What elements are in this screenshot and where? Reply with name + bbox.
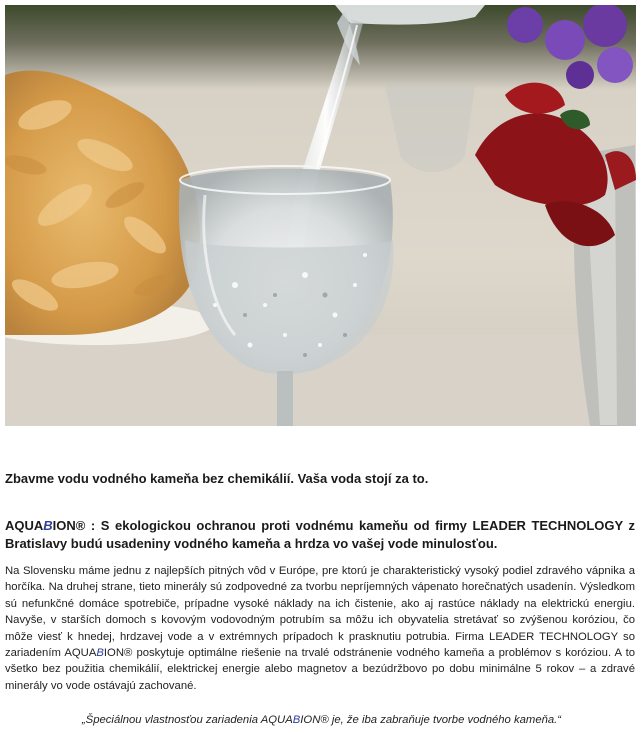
hero-photo [5, 5, 636, 426]
brand-name-suffix: ION® [52, 518, 86, 533]
water-glass-photo-icon [5, 5, 636, 426]
brand-name-b: B [96, 647, 104, 660]
body-paragraph [5, 563, 635, 694]
body-text-part2: poskytuje optimálne riešenie na trvalé odstránenie vodného kameňa a problémov s koróziou. A to všetko bez použitia chemikálií, elektrickej energie alebo magnetov a bezúdržbovo po dobu minimálne 5 rokov – a zdravé minerály vo vode ostávajú zachované. [5, 647, 635, 692]
brand-name-b: B [292, 714, 301, 726]
tagline: Zbavme vodu vodného kameňa bez chemikálií. Vaša voda stojí za to. [5, 471, 429, 486]
brand-name-prefix: AQUA [5, 518, 44, 533]
headline-text: : S ekologickou ochranou proti vodnému kameňu od firmy LEADER TECHNOLOGY z Bratislavy budú usadeniny vodného kameňa a hrdza vo vašej vode minulosťou. [5, 518, 635, 551]
brand-name-suffix: ION® [103, 647, 133, 660]
brand-name-prefix: AQUA [64, 647, 97, 660]
brand-name-suffix: ION® [300, 714, 329, 726]
quote-text-part2: je, že iba zabraňuje tvorbe vodného kameňa.“ [328, 714, 562, 726]
quote-text-part1: „Špeciálnou vlastnosťou zariadenia [81, 714, 261, 726]
brand-name-b: B [43, 518, 53, 533]
quote [0, 713, 643, 728]
brand-name-prefix: AQUA [260, 714, 293, 726]
body-text-part1: Na Slovensku máme jednu z najlepších pitných vôd v Európe, pre ktorú je charakteristický vysoký podiel zdravého vápnika a horčíka. Na druhej strane, tieto minerály sú zodpovedné za tvorbu nepríjemných vápenato horečnatých usadenín. Výsledkom sú nefunkčné domáce spotrebiče, prípadne vysoké náklady na ich čistenie, ako aj rastúce náklady na elektrickú energiu. Navyše, v starších domoch s kovovým vodovodným potrubím sa môžu ich obyvatelia stretávať so zvýšenou koróziou, čo môže viesť k hnedej, hrdzavej vode a v extrémnych prípadoch k prasknutiu potrubia. Firma LEADER TECHNOLOGY so zariadením [5, 565, 635, 660]
headline [5, 517, 635, 553]
